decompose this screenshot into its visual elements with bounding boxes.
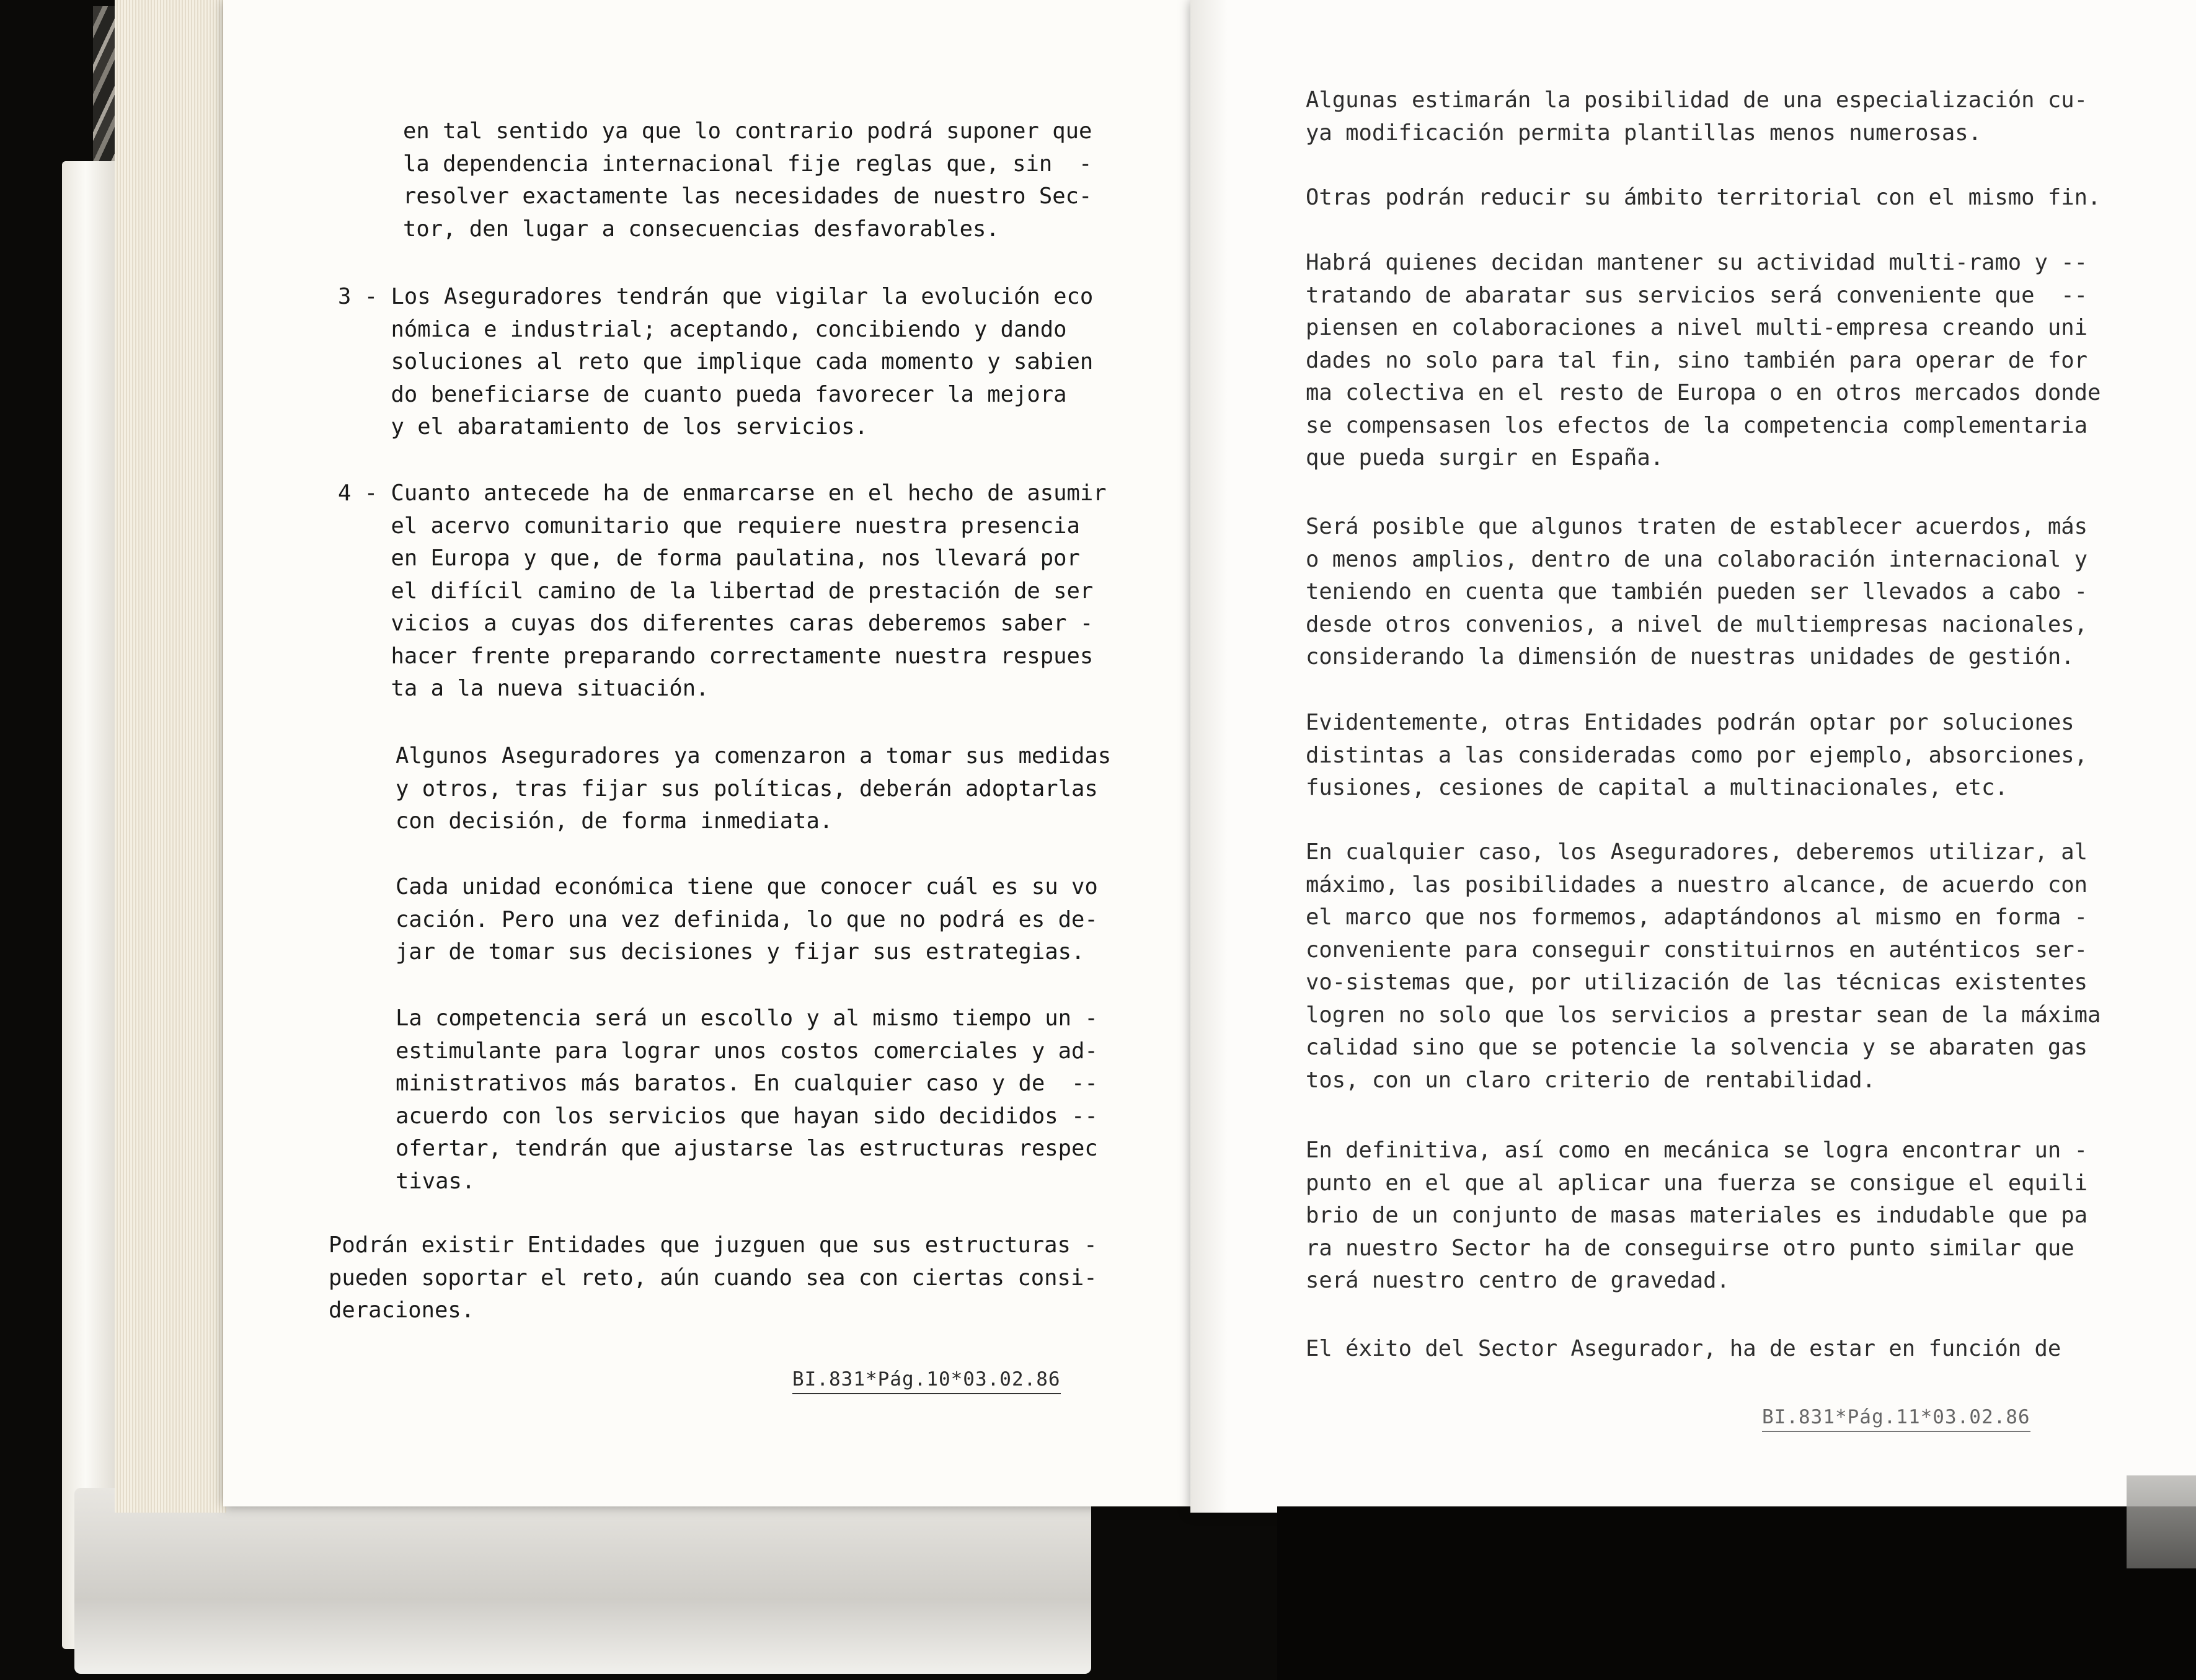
- book-bottom-edge: [74, 1488, 1091, 1674]
- paragraph-cualquier-caso: En cualquier caso, los Aseguradores, deberemos utilizar, al máximo, las posibilidades a nuestro alcance, de acuerdo con el marco que nos formemos, adaptándonos al mismo en forma - conveniente para conseguir constituirnos en auténticos ser- vo-sistemas que, por utilización de las técnicas existentes logren no solo que los servicios a prestar sean de la máxima calidad sino que se potencie la solvencia y se abaraten gas tos, con un claro criterio de rentabilidad.: [1306, 839, 2101, 1093]
- book-cover-shadow: [1277, 1506, 2196, 1680]
- paragraph-entidades: Podrán existir Entidades que juzguen que sus estructuras - pueden soportar el reto, aún cuando sea con ciertas consi- deraciones.: [329, 1232, 1097, 1323]
- paragraph-definitiva: En definitiva, así como en mecánica se logra encontrar un - punto en el que al aplicar una fuerza se consigue el equili brio de un conjunto de masas materiales es indudable que pa ra nuestro Sector ha de conseguirse otro punto similar que será nuestro centro de gravedad.: [1306, 1138, 2088, 1293]
- page-edges: [115, 0, 226, 1513]
- left-page: [223, 0, 1215, 1506]
- paragraph-exito: El éxito del Sector Asegurador, ha de estar en función de: [1306, 1336, 2061, 1361]
- paragraph-soluciones: Evidentemente, otras Entidades podrán optar por soluciones distintas a las consideradas como por ejemplo, absorciones, fusiones, cesiones de capital a multinacionales, etc.: [1306, 710, 2088, 800]
- book-cover-corner: [2127, 1475, 2196, 1568]
- paragraph-competencia: La competencia será un escollo y al mismo tiempo un - estimulante para lograr unos costos comerciales y ad- ministrativos más baratos. En cualquier caso y de -- acuerdo con los servicios que hayan sido decididos -- ofertar, tendrán que ajustarse las estructuras respec tivas.: [396, 1006, 1098, 1194]
- paragraph-multiramo: Habrá quienes decidan mantener su actividad multi-ramo y -- tratando de abaratar sus servicios será conveniente que -- piensen en colaboraciones a nivel multi-empresa creando uni dades no solo para tal fin, sino también para operar de for ma colectiva en el resto de Europa o en otros mercados donde se compensasen los efectos de la competencia complementaria que pueda surgir en España.: [1306, 250, 2101, 471]
- list-item-3: 3 - Los Aseguradores tendrán que vigilar la evolución eco nómica e industrial; aceptando, concibiendo y dando soluciones al reto que implique cada momento y sabien do beneficiarse de cuanto pueda favorecer la mejora y el abaratamiento de los servicios.: [338, 284, 1094, 440]
- paragraph-acuerdos: Será posible que algunos traten de establecer acuerdos, más o menos amplios, dentro de una colaboración internacional y teniendo en cuenta que también pueden ser llevados a cabo - desde otros convenios, a nivel de multiempresas nacionales, considerando la dimensión de nuestras unidades de gestión.: [1306, 514, 2088, 670]
- paragraph-especializacion: Algunas estimarán la posibilidad de una especialización cu- ya modificación permita plantillas menos numerosas.: [1306, 87, 2088, 146]
- paragraph-intro: en tal sentido ya que lo contrario podrá suponer que la dependencia internacional fije reglas que, sin - resolver exactamente las necesidades de nuestro Sec- tor, den lugar a consecuencias desfavorables.: [403, 118, 1092, 242]
- paragraph-ambito: Otras podrán reducir su ámbito territorial con el mismo fin.: [1306, 185, 2101, 210]
- list-item-4: 4 - Cuanto antecede ha de enmarcarse en el hecho de asumir el acervo comunitario que requiere nuestra presencia en Europa y que, de forma paulatina, nos llevará por el difícil camino de la libertad de prestación de ser vicios a cuyas dos diferentes caras deberemos saber - hacer frente preparando correctamente nuestra respues ta a la nueva situación.: [338, 480, 1107, 701]
- paragraph-medidas: Algunos Aseguradores ya comenzaron a tomar sus medidas y otros, tras fijar sus políticas, deberán adoptarlas con decisión, de forma inmediata.: [396, 743, 1112, 834]
- page-footer: BI.831*Pág.10*03.02.86: [792, 1368, 1061, 1394]
- page-stack: [62, 161, 121, 1649]
- page-footer: BI.831*Pág.11*03.02.86: [1762, 1406, 2030, 1432]
- paragraph-vocacion: Cada unidad económica tiene que conocer cuál es su vo cación. Pero una vez definida, lo que no podrá es de- jar de tomar sus decisiones y fijar sus estrategias.: [396, 874, 1098, 965]
- right-page: [1190, 0, 2196, 1513]
